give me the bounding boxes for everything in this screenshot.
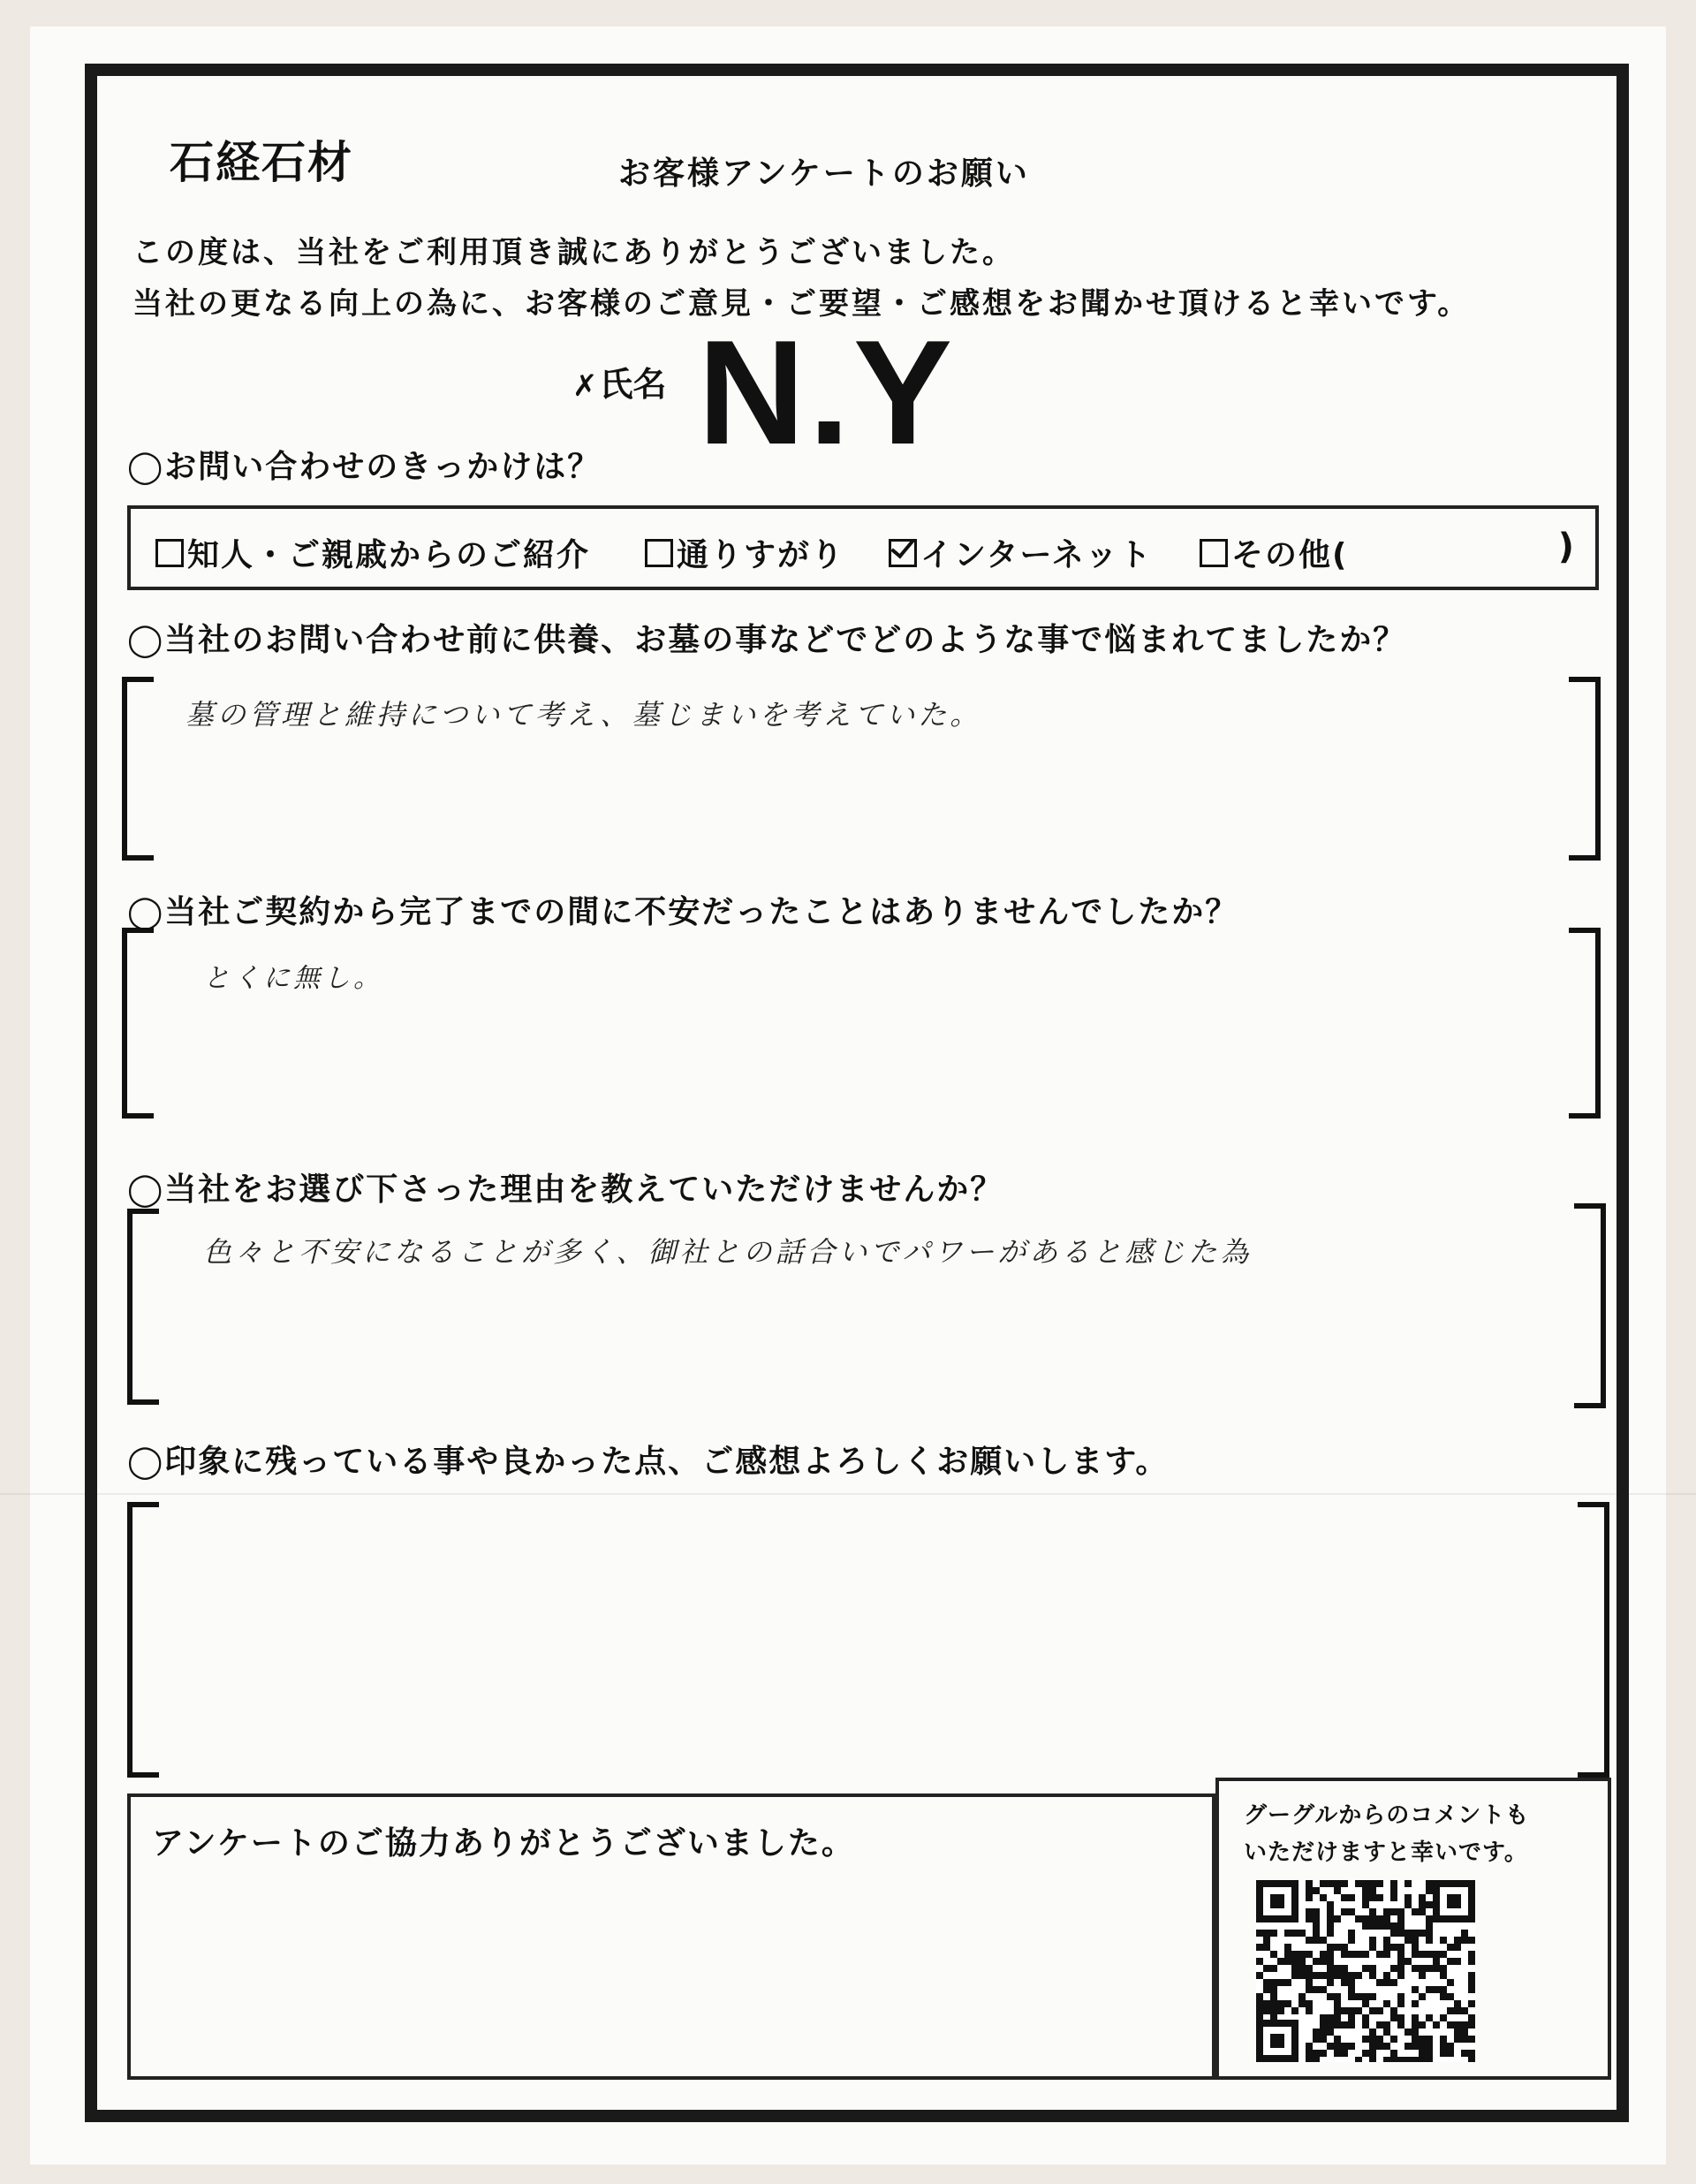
question-contract-anxiety: ◯当社ご契約から完了までの間に不安だったことはありませんでしたか？	[127, 894, 1239, 930]
answer-bracket-right	[1578, 1502, 1609, 1778]
question-choice-reason: ◯当社をお選び下さった理由を教えていただけませんか？	[127, 1172, 1004, 1208]
option-other[interactable]: その他(	[1200, 530, 1348, 575]
question-inquiry-reason: ◯お問い合わせのきっかけは？	[127, 449, 602, 485]
answer-bracket-left	[127, 1209, 159, 1405]
answer-bracket-right	[1574, 1203, 1606, 1408]
option-passing-by[interactable]: 通りすがり	[645, 530, 844, 575]
intro-line-1: この度は、当社をご利用頂き誠にありがとうございました。	[132, 235, 1015, 270]
checkbox-passing-by[interactable]	[645, 539, 673, 567]
answer-bracket-right	[1569, 928, 1601, 1119]
option-internet[interactable]: インターネット	[889, 530, 1153, 575]
name-label: ✗氏名	[572, 365, 667, 404]
thanks-message: アンケートのご協力ありがとうございました。	[152, 1825, 855, 1862]
google-review-text-2: いただけますと幸いです。	[1244, 1839, 1528, 1866]
intro-line-2: 当社の更なる向上の為に、お客様のご意見・ご要望・ご感想をお聞かせ頂けると幸いです。	[132, 286, 1471, 322]
pen-mark-icon: ✗	[572, 368, 598, 404]
answer-bracket-left	[122, 928, 154, 1119]
checkbox-referral[interactable]	[155, 539, 184, 567]
answer-choice-reason[interactable]: 色々と不安になることが多く、御社との話合いでパワーがあると感じた為	[203, 1235, 1253, 1269]
option-referral[interactable]: 知人・ご親戚からのご紹介	[155, 530, 590, 575]
checkbox-other[interactable]	[1200, 539, 1228, 567]
answer-bracket-left	[127, 1502, 159, 1778]
question-prior-concerns: ◯当社のお問い合わせ前に供養、お墓の事などでどのような事で悩まれてましたか？	[127, 622, 1407, 658]
question-impressions: ◯印象に残っている事や良かった点、ご感想よろしくお願いします。	[127, 1444, 1170, 1480]
company-name: 石経石材	[170, 136, 353, 188]
answer-prior-concerns[interactable]: 墓の管理と維持について考え、墓じまいを考えていた。	[186, 698, 982, 732]
answer-bracket-right	[1569, 677, 1601, 861]
answer-contract-anxiety[interactable]: とくに無し。	[203, 963, 383, 994]
answer-bracket-left	[122, 677, 154, 861]
checkbox-internet-checked[interactable]	[889, 539, 917, 567]
name-value[interactable]: N.Y	[698, 309, 957, 475]
survey-title: お客様アンケートのお願い	[618, 155, 1030, 192]
inquiry-options-row	[127, 505, 1599, 590]
qr-code-icon[interactable]	[1256, 1880, 1475, 2062]
google-review-text-1: グーグルからのコメントも	[1244, 1802, 1530, 1829]
other-close-paren: )	[1557, 527, 1574, 567]
